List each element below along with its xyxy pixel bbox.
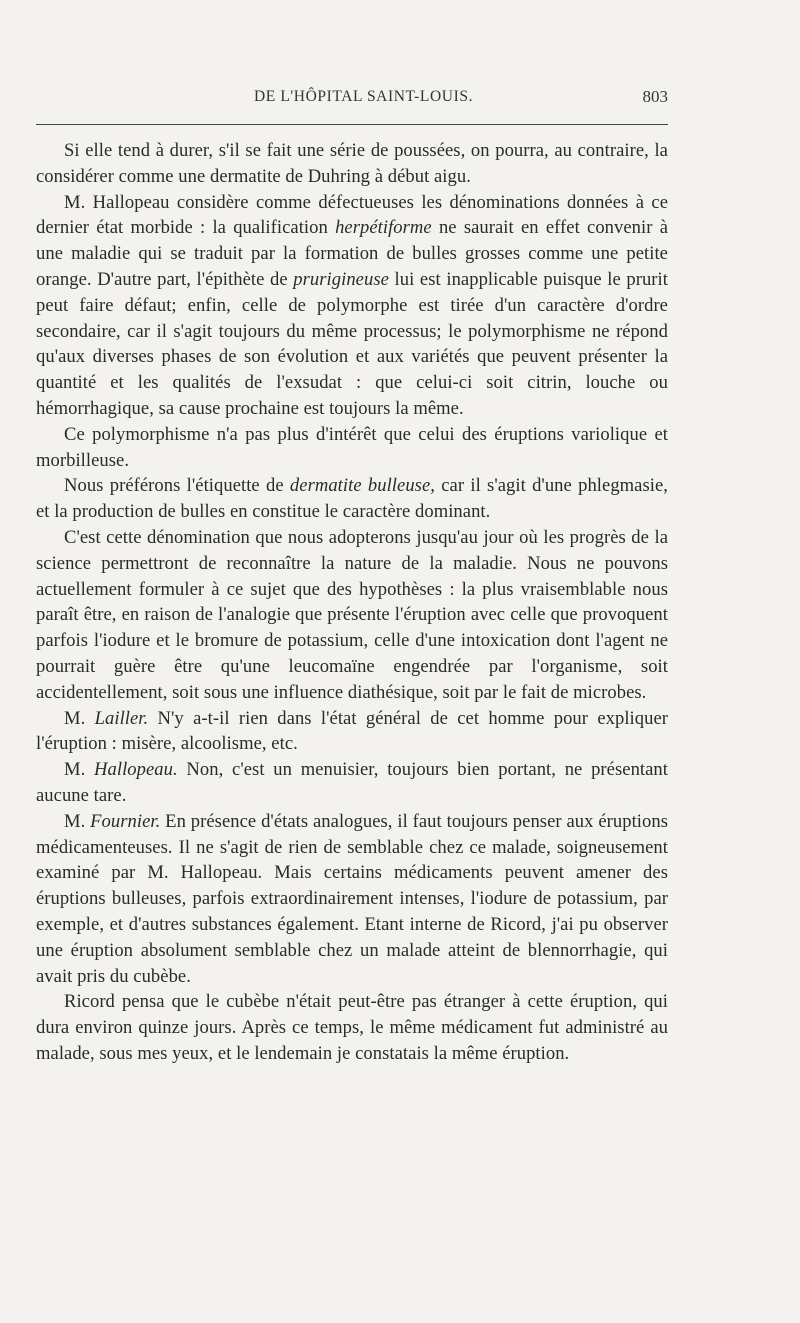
book-page [36, 0, 668, 1323]
running-head [36, 88, 668, 114]
paragraph-text: Non, c'est un menuisier, toujours bien portant, ne présentant aucune tare. [36, 759, 668, 806]
header-rule [36, 124, 668, 125]
page-number: 803 [642, 87, 668, 106]
paragraph-text: M. Hallopeau considère comme défectueuses les dénominations données à ce dernier état morbide : la qualification [36, 191, 668, 239]
paragraph-dermatite-bulleuse [36, 473, 668, 525]
paragraph-text: Nous préférons l'étiquette de [64, 475, 290, 497]
running-title: DE L'HÔPITAL SAINT-LOUIS. [254, 88, 474, 105]
paragraph-text: M. [64, 707, 95, 729]
paragraph-duhring [36, 138, 668, 190]
paragraph-hypotheses [36, 525, 668, 706]
speaker-name: Lailler. [94, 707, 149, 729]
paragraph-lailler [36, 706, 668, 758]
paragraph-hallopeau-reply [36, 757, 668, 809]
paragraph-text: ne saurait en effet convenir à une maladie qui se traduit par la formation de bulles grosses comme une petite orange. D'autre part, l'épithète de [36, 217, 668, 290]
paragraph-hallopeau-denominations [36, 190, 668, 422]
paragraph-text: C'est cette dénomination que nous adopterons jusqu'au jour où les progrès de la science permettront de reconnaître la nature de la maladie. Nous ne pouvons actuellement formuler à ce sujet que des hypothèses : la plus vraisemblable nous paraît être, en raison de l'analogie que présente l'éruption avec celle que provoquent parfois l'iodure et le bromure de potassium, celle d'une intoxication dont l'agent ne pourrait guère être qu'une leucomaïne engendrée par l'organisme, soit accidentellement, soit sous une influence diathésique, soit par le fait de microbes. [36, 526, 668, 703]
paragraph-text: Ricord pensa que le cubèbe n'était peut-être pas étranger à cette éruption, qui dura environ quinze jours. Après ce temps, le même médicament fut administré au malade, sous mes yeux, et le lendemain je constatais la même éruption. [36, 991, 668, 1064]
paragraph-text: car il s'agit d'une phlegmasie, et la production de bulles en constitue le caractère dominant. [36, 475, 668, 523]
italic-term: dermatite bulleuse, [289, 475, 435, 497]
speaker-name: Hallopeau. [94, 759, 178, 781]
paragraph-text: Si elle tend à durer, s'il se fait une série de poussées, on pourra, au contraire, la considérer comme une dermatite de Duhring à début aigu. [36, 140, 668, 187]
paragraph-fournier [36, 809, 668, 990]
paragraph-text: Ce polymorphisme n'a pas plus d'intérêt que celui des éruptions variolique et morbilleuse. [36, 423, 668, 471]
paragraph-text: En présence d'états analogues, il faut toujours penser aux éruptions médicamenteuses. Il ne s'agit de rien de semblable chez ce malade, soigneusement examiné par M. Hallopeau. Mais certains médicaments peuvent amener des éruptions bulleuses, parfois extraordinairement intenses, l'iodure de potassium, par exemple, et d'autres substances également. Etant interne de Ricord, j'ai pu observer une éruption absolument semblable chez un malade atteint de blennorrhagie, qui avait pris du cubèbe. [36, 810, 668, 987]
paragraph-ricord [36, 989, 668, 1066]
italic-term: herpétiforme [335, 217, 432, 239]
body-text [36, 138, 668, 1067]
italic-term: prurigineuse [293, 268, 389, 290]
paragraph-text: lui est inapplicable puisque le prurit peut faire défaut; enfin, celle de polymorphe est tirée d'un caractère d'ordre secondaire, car il s'agit toujours du même processus; le polymorphisme ne répond qu'aux diverses phases de son évolution et aux variétés que peuvent présenter la quantité et les qualités de l'exsudat : que celui-ci soit citrin, louche ou hémorrhagique, sa cause prochaine est toujours la même. [36, 268, 668, 419]
paragraph-polymorphisme [36, 422, 668, 474]
speaker-name: Fournier. [90, 810, 161, 832]
paragraph-text: M. [64, 759, 95, 781]
paragraph-text: M. [64, 810, 91, 832]
paragraph-text: N'y a-t-il rien dans l'état général de cet homme pour expliquer l'éruption : misère, alcoolisme, etc. [36, 707, 668, 755]
